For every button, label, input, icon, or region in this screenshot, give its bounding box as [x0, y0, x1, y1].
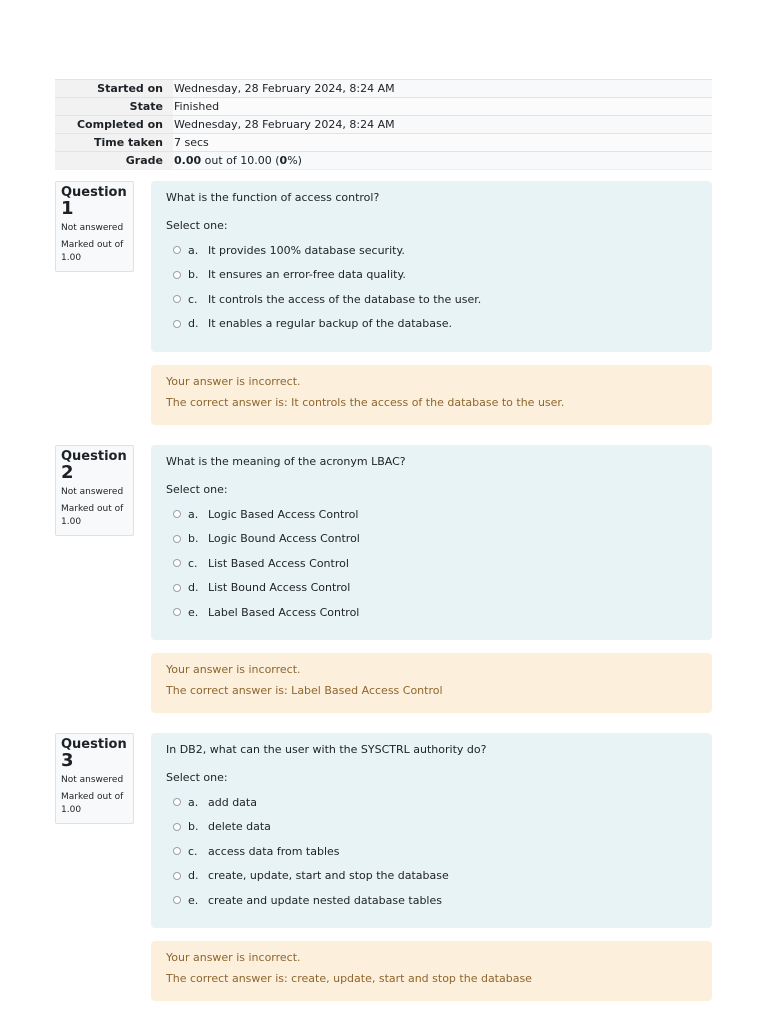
answer-letter: b.: [188, 268, 199, 282]
question-formulation: [151, 733, 712, 928]
answer-option-c[interactable]: [166, 839, 697, 864]
question-info: [55, 445, 134, 536]
quiz-summary-table: [55, 79, 712, 170]
answer-letter: a.: [188, 507, 199, 521]
answer-text[interactable]: Logic Based Access Control: [208, 507, 359, 521]
feedback-correct-answer: The correct answer is: It controls the access of the database to the user.: [166, 396, 565, 409]
feedback-incorrect: Your answer is incorrect.: [166, 663, 301, 676]
summary-row-time: [55, 134, 712, 152]
time-label: Time taken: [55, 134, 173, 152]
answer-letter: c.: [188, 292, 198, 306]
answer-letter: d.: [188, 581, 199, 595]
answer-letter: a.: [188, 795, 199, 809]
feedback-incorrect: Your answer is incorrect.: [166, 375, 301, 388]
answer-text[interactable]: It provides 100% database security.: [208, 243, 405, 257]
answer-option-b[interactable]: [166, 527, 697, 552]
answer-letter: d.: [188, 869, 199, 883]
grade-value: [173, 152, 712, 170]
answer-text[interactable]: List Based Access Control: [208, 556, 349, 570]
question-info: [55, 733, 134, 824]
grade-label: Grade: [55, 152, 173, 170]
state-label: State: [55, 98, 173, 116]
radio-button[interactable]: [173, 271, 181, 279]
answer-letter: d.: [188, 317, 199, 331]
feedback-incorrect: Your answer is incorrect.: [166, 951, 301, 964]
answer-option-b[interactable]: [166, 815, 697, 840]
question-formulation: [151, 445, 712, 640]
answer-option-c[interactable]: [166, 287, 697, 312]
question-formulation: [151, 181, 712, 352]
summary-row-completed: [55, 116, 712, 134]
select-one-prompt: Select one:: [166, 219, 228, 232]
question-mark: Marked out of 1.00: [61, 504, 124, 527]
answer-text[interactable]: List Bound Access Control: [208, 581, 351, 595]
feedback-box: [151, 365, 712, 425]
radio-button[interactable]: [173, 823, 181, 831]
answer-option-d[interactable]: [166, 312, 697, 337]
feedback-box: [151, 941, 712, 1001]
answer-letter: b.: [188, 532, 199, 546]
answer-letter: c.: [188, 844, 198, 858]
answer-option-b[interactable]: [166, 263, 697, 288]
answer-text[interactable]: Label Based Access Control: [208, 605, 360, 619]
question-text: What is the meaning of the acronym LBAC?: [166, 455, 406, 468]
question-info: [55, 181, 134, 272]
summary-row-started: [55, 80, 712, 98]
grade-score: 0.00: [174, 154, 202, 167]
answer-text[interactable]: add data: [208, 795, 257, 809]
answer-option-d[interactable]: [166, 864, 697, 889]
completed-label: Completed on: [55, 116, 173, 134]
question-word: Question: [61, 737, 127, 752]
grade-mid: out of 10.00 (: [201, 154, 280, 167]
answer-text[interactable]: It enables a regular backup of the database.: [208, 317, 453, 331]
answer-text[interactable]: create, update, start and stop the database: [208, 869, 449, 883]
question-text: In DB2, what can the user with the SYSCTRL authority do?: [166, 743, 487, 756]
answer-letter: e.: [188, 893, 199, 907]
question-mark: Marked out of 1.00: [61, 792, 124, 815]
grade-end: %): [287, 154, 302, 167]
radio-button[interactable]: [173, 510, 181, 518]
completed-value: Wednesday, 28 February 2024, 8:24 AM: [173, 116, 712, 134]
question-state: Not answered: [61, 223, 124, 233]
answer-letter: e.: [188, 605, 199, 619]
radio-button[interactable]: [173, 872, 181, 880]
question-number: 2: [61, 462, 74, 483]
started-label: Started on: [55, 80, 173, 98]
radio-button[interactable]: [173, 295, 181, 303]
feedback-correct-answer: The correct answer is: Label Based Access Control: [166, 684, 443, 697]
summary-row-state: [55, 98, 712, 116]
radio-button[interactable]: [173, 246, 181, 254]
answer-option-e[interactable]: [166, 600, 697, 625]
radio-button[interactable]: [173, 535, 181, 543]
question-number: 3: [61, 750, 74, 771]
radio-button[interactable]: [173, 798, 181, 806]
answer-list: [166, 502, 697, 625]
radio-button[interactable]: [173, 896, 181, 904]
select-one-prompt: Select one:: [166, 483, 228, 496]
answer-letter: b.: [188, 820, 199, 834]
radio-button[interactable]: [173, 847, 181, 855]
feedback-box: [151, 653, 712, 713]
radio-button[interactable]: [173, 320, 181, 328]
radio-button[interactable]: [173, 608, 181, 616]
question-state: Not answered: [61, 775, 124, 785]
question-state: Not answered: [61, 487, 124, 497]
answer-option-d[interactable]: [166, 576, 697, 601]
answer-option-a[interactable]: [166, 238, 697, 263]
answer-text[interactable]: access data from tables: [208, 844, 340, 858]
answer-letter: c.: [188, 556, 198, 570]
feedback-correct-answer: The correct answer is: create, update, start and stop the database: [166, 972, 532, 985]
grade-percent: 0: [279, 154, 288, 167]
radio-button[interactable]: [173, 584, 181, 592]
question-number: 1: [61, 198, 74, 219]
answer-text[interactable]: It ensures an error-free data quality.: [208, 268, 406, 282]
summary-row-grade: [55, 152, 712, 170]
answer-option-a[interactable]: [166, 502, 697, 527]
answer-text[interactable]: delete data: [208, 820, 271, 834]
answer-option-a[interactable]: [166, 790, 697, 815]
question-word: Question: [61, 185, 127, 200]
answer-letter: a.: [188, 243, 199, 257]
answer-option-e[interactable]: [166, 888, 697, 913]
answer-list: [166, 238, 697, 336]
started-value: Wednesday, 28 February 2024, 8:24 AM: [173, 80, 712, 98]
question-text: What is the function of access control?: [166, 191, 380, 204]
radio-button[interactable]: [173, 559, 181, 567]
state-value: Finished: [173, 98, 712, 116]
answer-text[interactable]: It controls the access of the database to the user.: [208, 292, 482, 306]
answer-list: [166, 790, 697, 913]
answer-option-c[interactable]: [166, 551, 697, 576]
answer-text[interactable]: Logic Bound Access Control: [208, 532, 360, 546]
time-value: 7 secs: [173, 134, 712, 152]
answer-text[interactable]: create and update nested database tables: [208, 893, 442, 907]
question-mark: Marked out of 1.00: [61, 240, 124, 263]
select-one-prompt: Select one:: [166, 771, 228, 784]
question-word: Question: [61, 449, 127, 464]
